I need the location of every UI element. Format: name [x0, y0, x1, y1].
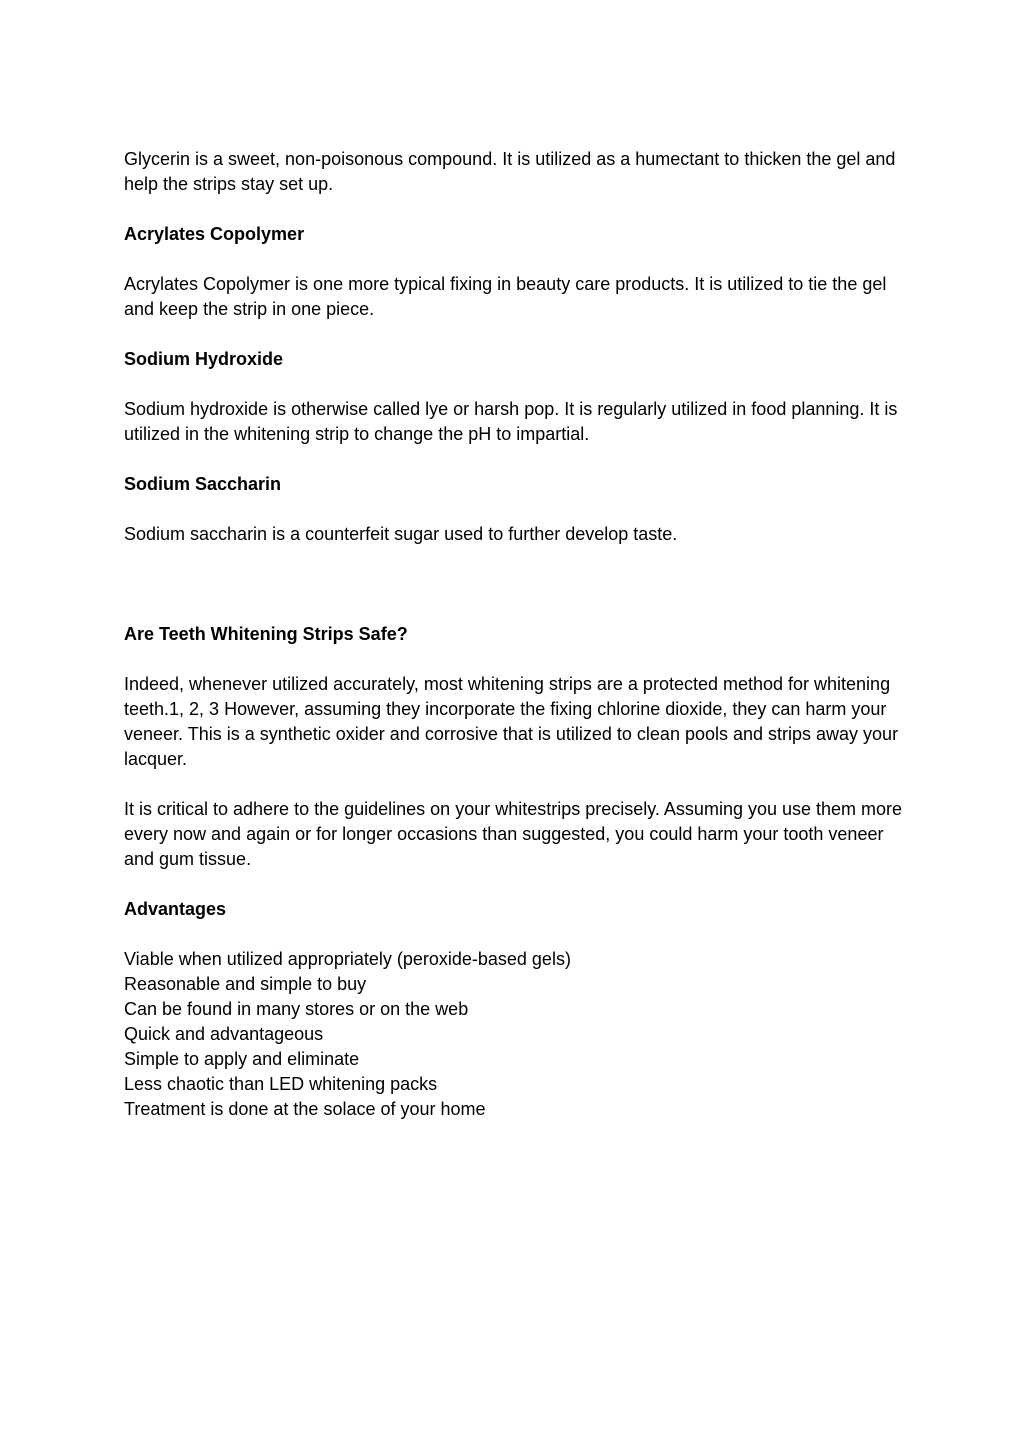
list-item: Reasonable and simple to buy [124, 974, 367, 994]
list-item: Less chaotic than LED whitening packs [124, 1074, 438, 1094]
acrylates-paragraph: Acrylates Copolymer is one more typical fixing in beauty care products. It is utilized to tie the gel and keep the strip in one piece. [124, 274, 887, 319]
document-page [124, 147, 904, 1122]
saccharin-paragraph: Sodium saccharin is a counterfeit sugar used to further develop taste. [124, 524, 678, 544]
spacer [124, 547, 904, 622]
advantages-list [124, 947, 904, 1122]
spacer [124, 772, 904, 797]
list-item: Quick and advantageous [124, 1024, 324, 1044]
safe-paragraph-2: It is critical to adhere to the guidelines on your whitestrips precisely. Assuming you use them more every now and again or for longer occasions than suggested, you could harm your tooth veneer and gum tissue. [124, 799, 903, 869]
list-item: Viable when utilized appropriately (peroxide-based gels) [124, 949, 571, 969]
safe-paragraph-1: Indeed, whenever utilized accurately, most whitening strips are a protected method for whitening teeth.1, 2, 3 However, assuming they incorporate the fixing chlorine dioxide, they can harm your veneer. This is a synthetic oxider and corrosive that is utilized to clean pools and strips away your lacquer. [124, 674, 899, 769]
advantages-heading: Advantages [124, 899, 227, 919]
spacer [124, 447, 904, 472]
list-item: Simple to apply and eliminate [124, 1049, 360, 1069]
spacer [124, 647, 904, 672]
saccharin-heading: Sodium Saccharin [124, 474, 282, 494]
list-item: Treatment is done at the solace of your home [124, 1099, 486, 1119]
hydroxide-paragraph: Sodium hydroxide is otherwise called lye or harsh pop. It is regularly utilized in food planning. It is utilized in the whitening strip to change the pH to impartial. [124, 399, 898, 444]
glycerin-paragraph: Glycerin is a sweet, non-poisonous compound. It is utilized as a humectant to thicken the gel and help the strips stay set up. [124, 149, 896, 194]
acrylates-heading: Acrylates Copolymer [124, 224, 305, 244]
hydroxide-heading: Sodium Hydroxide [124, 349, 284, 369]
list-item: Can be found in many stores or on the web [124, 999, 469, 1019]
spacer [124, 922, 904, 947]
spacer [124, 247, 904, 272]
spacer [124, 497, 904, 522]
spacer [124, 872, 904, 897]
safe-heading: Are Teeth Whitening Strips Safe? [124, 624, 408, 644]
spacer [124, 322, 904, 347]
spacer [124, 372, 904, 397]
spacer [124, 197, 904, 222]
